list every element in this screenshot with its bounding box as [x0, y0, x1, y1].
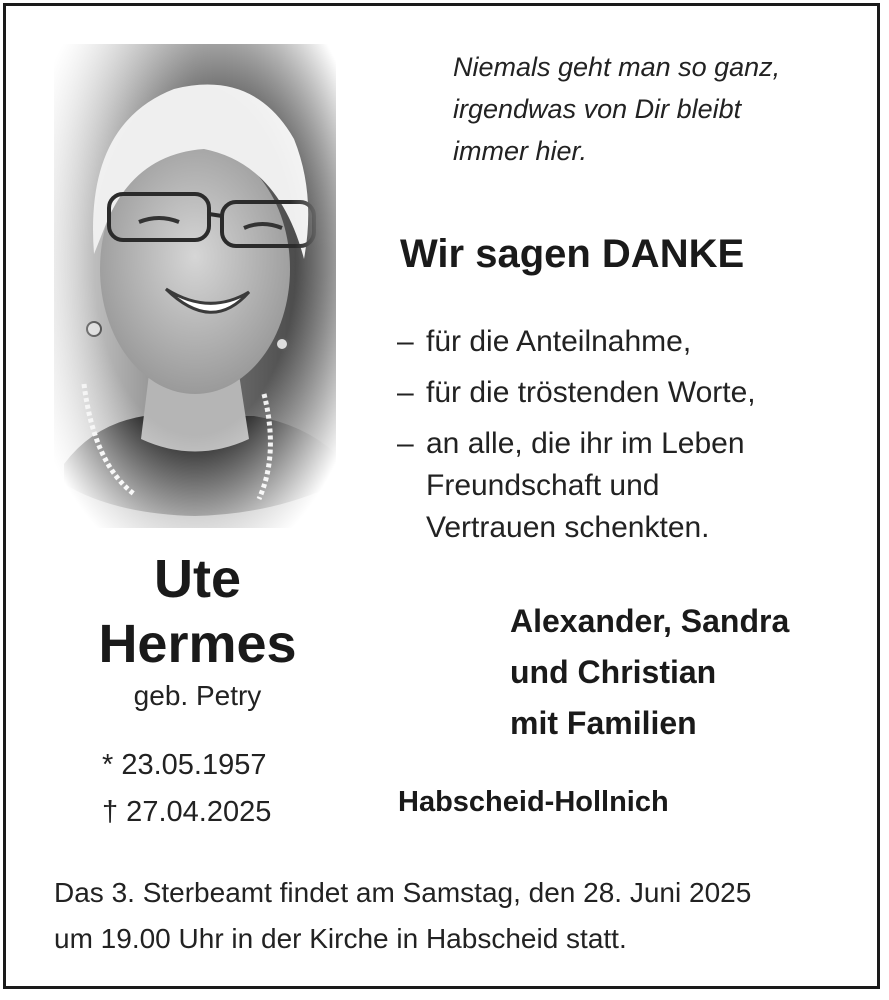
dash-mark: – — [397, 376, 414, 409]
thanks-item — [397, 367, 756, 418]
memorial-quote — [453, 46, 853, 172]
place-name: Habscheid-Hollnich — [398, 786, 669, 818]
death-date: † 27.04.2025 — [102, 796, 272, 828]
born-name: geb. Petry — [133, 680, 262, 711]
thanks-continuation: Freundschaft und — [426, 469, 660, 502]
family-line: Alexander, Sandra — [510, 603, 790, 639]
service-notice — [54, 870, 751, 962]
deceased-first-name: Ute — [153, 549, 241, 609]
quote-line: Niemals geht man so ganz, — [453, 52, 781, 82]
deceased-last-name: Hermes — [98, 614, 297, 674]
notice-line: Das 3. Sterbeamt findet am Samstag, den 28. Juni 2025 — [54, 877, 752, 908]
notice-line: um 19.00 Uhr in der Kirche in Habscheid statt. — [54, 923, 627, 954]
thanks-continuation: Vertrauen schenkten. — [426, 511, 710, 544]
thanks-list — [397, 316, 756, 553]
dash-mark: – — [397, 325, 414, 358]
life-dates — [102, 742, 271, 836]
family-signature — [510, 596, 789, 749]
headline: Wir sagen DANKE — [400, 232, 745, 276]
thanks-item-text: für die tröstenden Worte, — [426, 376, 756, 409]
portrait-image — [54, 44, 336, 528]
quote-line: immer hier. — [453, 136, 588, 166]
portrait-photo — [54, 44, 336, 528]
birth-date: * 23.05.1957 — [102, 749, 267, 781]
family-line: mit Familien — [510, 705, 697, 741]
quote-line: irgendwas von Dir bleibt — [453, 94, 742, 124]
family-line: und Christian — [510, 654, 717, 690]
thanks-item-text: an alle, die ihr im Leben — [426, 427, 745, 460]
thanks-item-text: für die Anteilnahme, — [426, 325, 692, 358]
thanks-item — [397, 316, 756, 367]
dash-mark: – — [397, 427, 414, 460]
